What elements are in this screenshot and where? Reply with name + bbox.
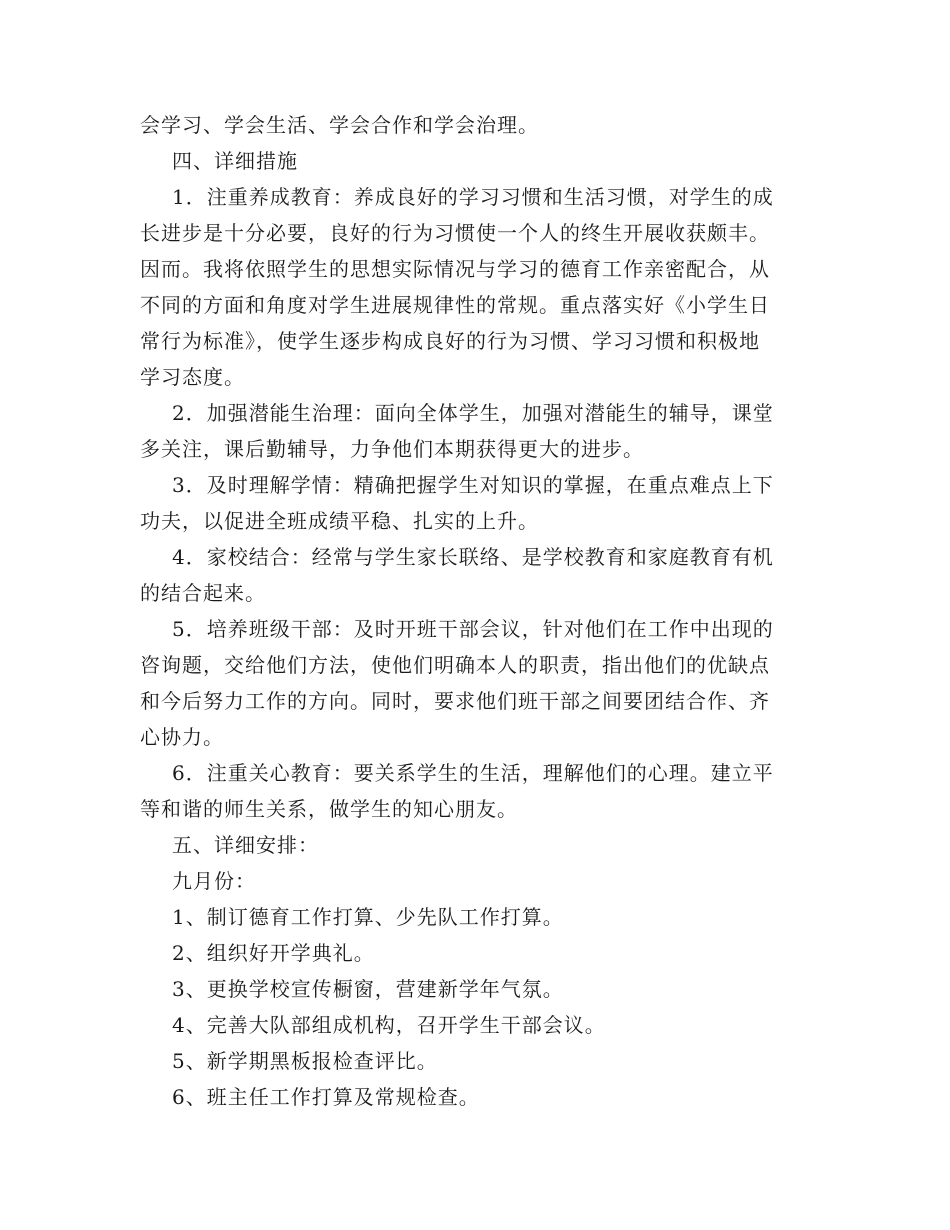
text-line: 不同的方面和角度对学生进展规律性的常规。重点落实好《小学生日 [140,293,770,317]
text-line: 会学习、学会生活、学会合作和学会治理。 [140,113,539,137]
text-line: 3．及时理解学情：精确把握学生对知识的掌握，在重点难点上下 [172,473,774,497]
text-line: 3、更换学校宣传橱窗，营建新学年气氛。 [172,977,564,1001]
text-line: 5、新学期黑板报检查评比。 [172,1049,438,1073]
text-line: 1、制订德育工作打算、少先队工作打算。 [172,905,564,929]
text-line: 九月份： [172,869,256,893]
text-line: 和今后努力工作的方向。同时，要求他们班干部之间要团结合作、齐 [140,689,770,713]
text-line: 2、组织好开学典礼。 [172,941,375,965]
text-line: 长进步是十分必要，良好的行为习惯使一个人的终生开展收获颇丰。 [140,221,770,245]
text-line: 咨询题，交给他们方法，使他们明确本人的职责，指出他们的优缺点 [140,653,770,677]
text-line: 1．注重养成教育：养成良好的学习习惯和生活习惯，对学生的成 [172,185,774,209]
text-line: 4、完善大队部组成机构，召开学生干部会议。 [172,1013,606,1037]
text-line: 5．培养班级干部：及时开班干部会议，针对他们在工作中出现的 [172,617,774,641]
text-line: 4．家校结合：经常与学生家长联络、是学校教育和家庭教育有机 [172,545,774,569]
text-line: 的结合起来。 [140,581,266,605]
text-line: 四、详细措施 [172,149,298,173]
text-line: 等和谐的师生关系，做学生的知心朋友。 [140,797,518,821]
text-line: 多关注，课后勤辅导，力争他们本期获得更大的进步。 [140,437,644,461]
text-line: 学习态度。 [140,365,245,389]
text-line: 功夫，以促进全班成绩平稳、扎实的上升。 [140,509,539,533]
text-line: 心协力。 [140,725,224,749]
text-line: 6、班主任工作打算及常规检查。 [172,1085,480,1109]
text-line: 五、详细安排： [172,833,319,857]
text-line: 2．加强潜能生治理：面向全体学生，加强对潜能生的辅导，课堂 [172,401,774,425]
text-line: 因而。我将依照学生的思想实际情况与学习的德育工作亲密配合，从 [140,257,770,281]
text-line: 常行为标准》，使学生逐步构成良好的行为习惯、学习习惯和积极地 [140,329,760,353]
document-body [140,107,820,1115]
text-line: 6．注重关心教育：要关系学生的生活，理解他们的心理。建立平 [172,761,774,785]
